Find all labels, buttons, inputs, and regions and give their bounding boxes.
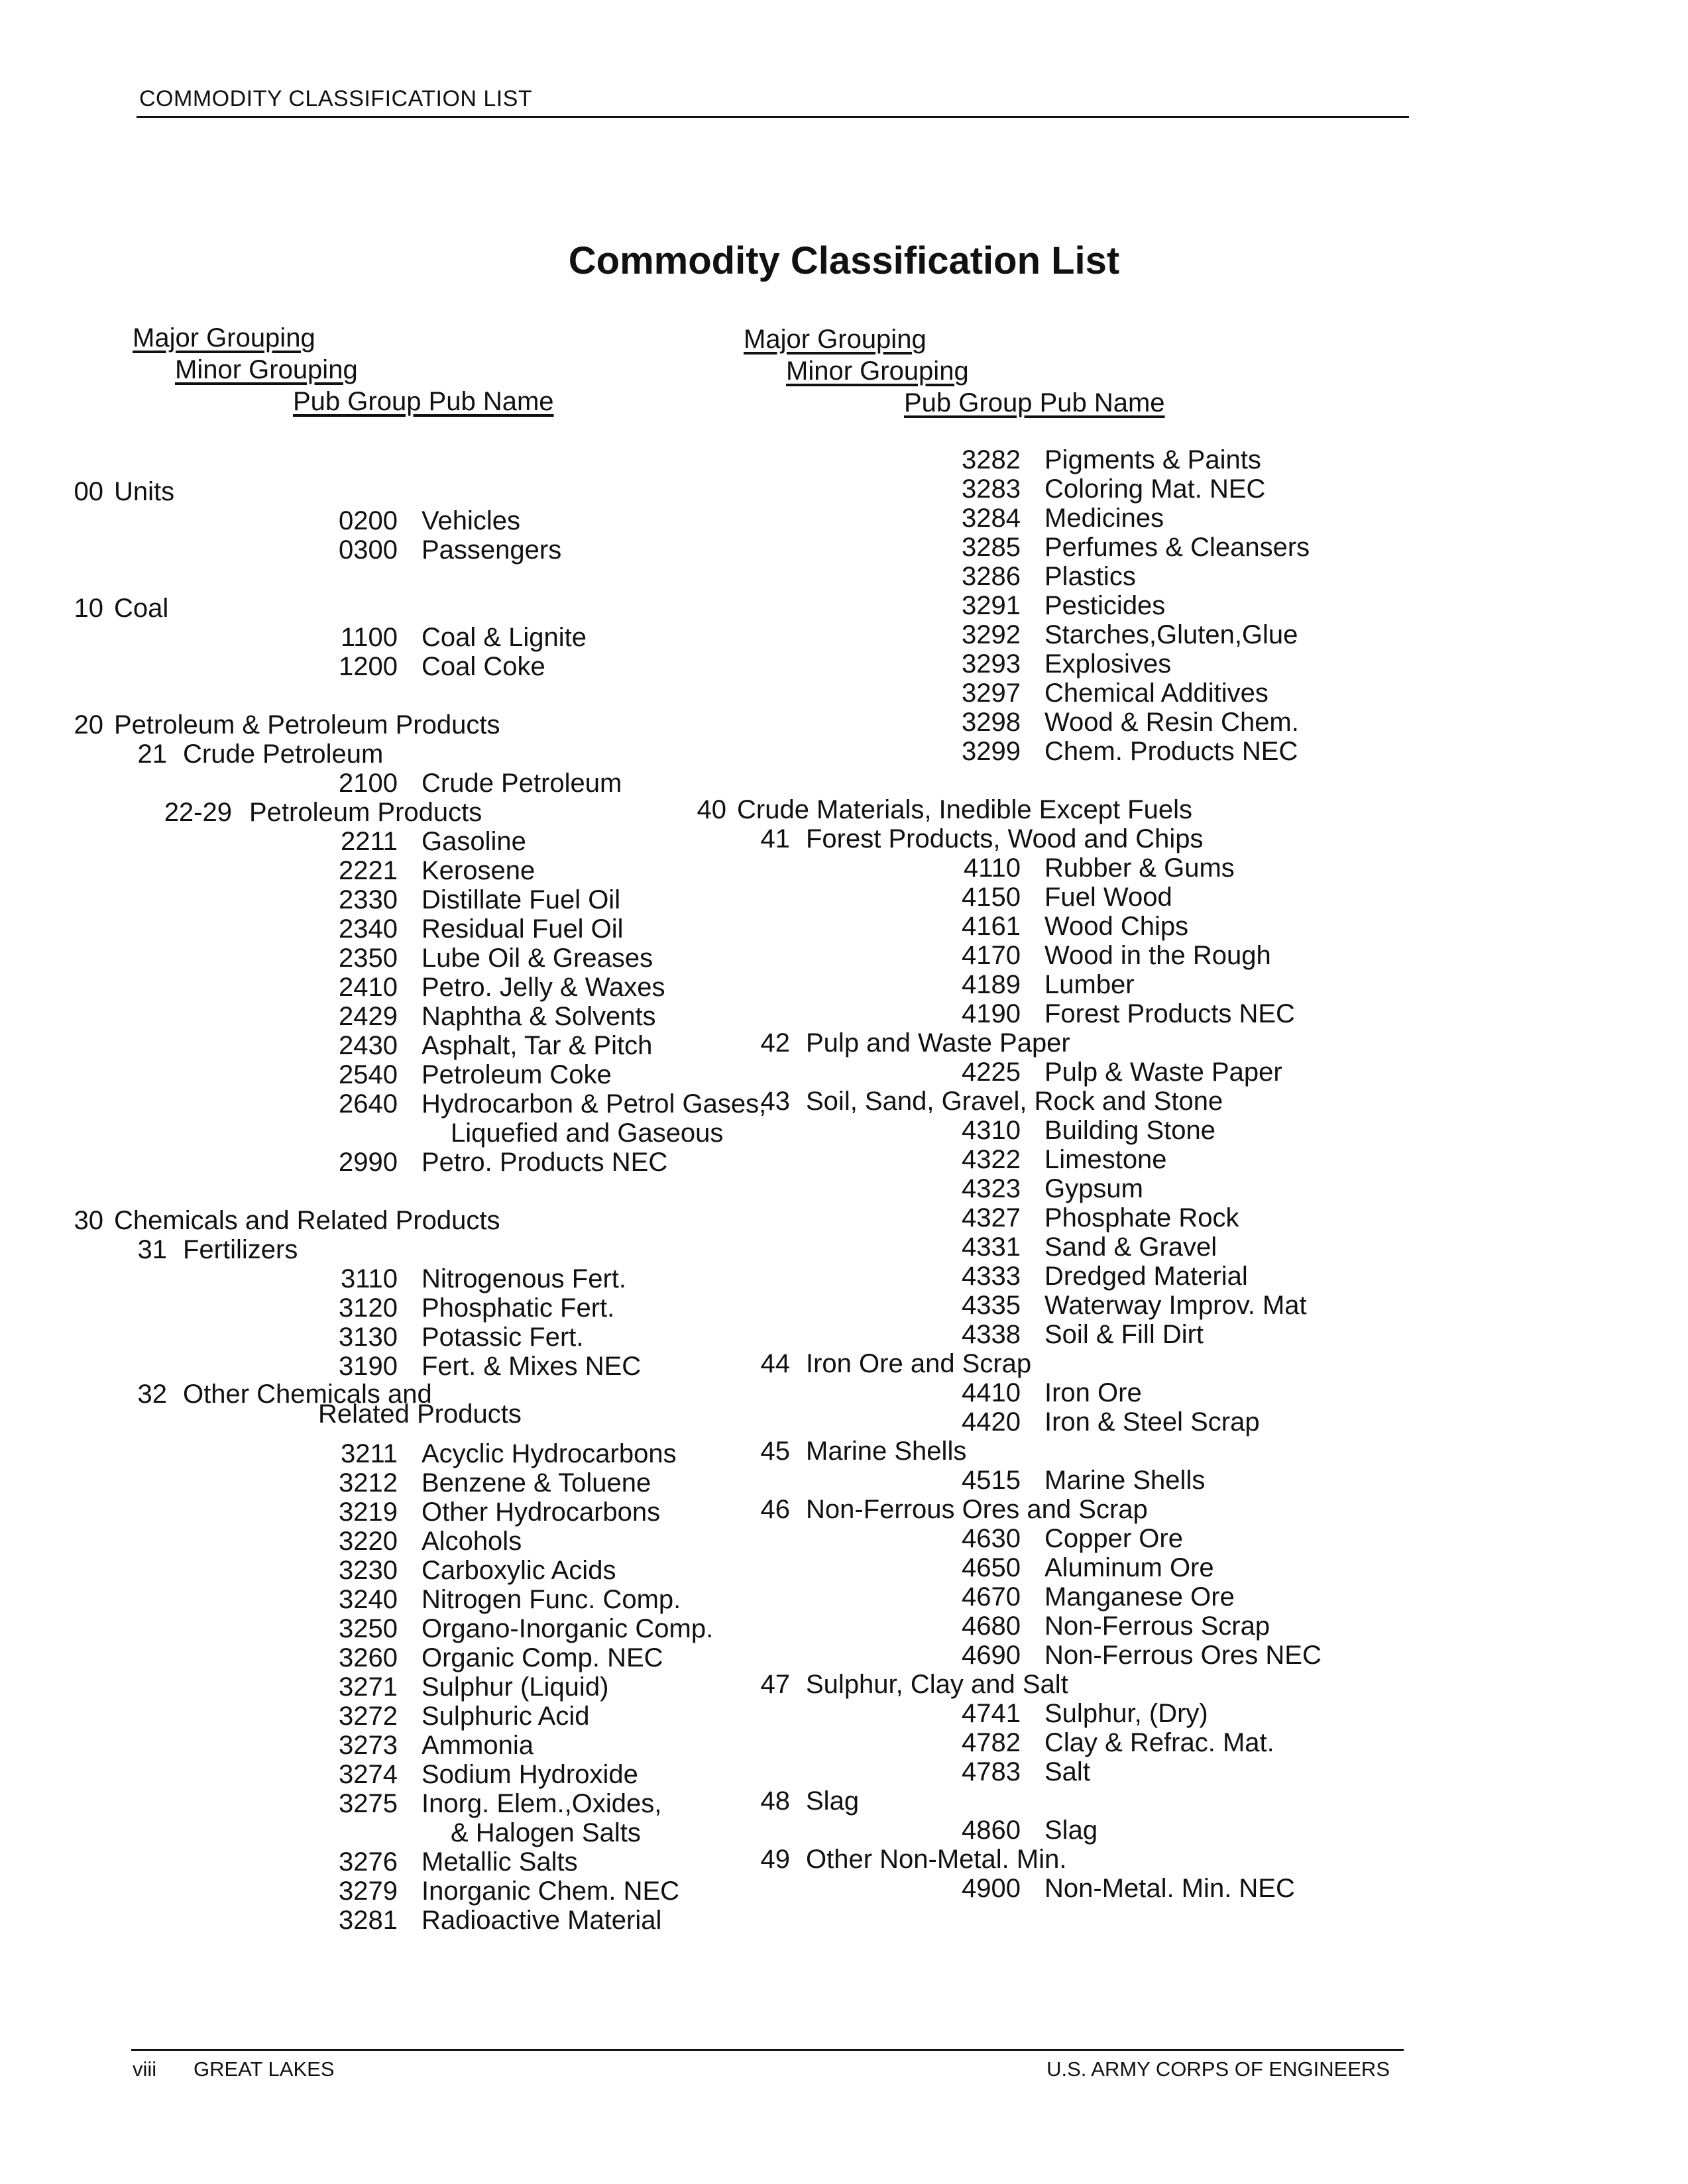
right-code: 3282 [962,445,1021,474]
right-code: 49 [760,1845,790,1874]
left-name: Vehicles [422,506,520,535]
left-code: 21 [137,739,167,769]
left-code: 2340 [339,914,398,944]
right-name: Sulphur, (Dry) [1044,1699,1208,1728]
left-name: Sulphur (Liquid) [422,1672,609,1702]
right-name: Sand & Gravel [1044,1232,1217,1262]
right-code: 4310 [962,1116,1021,1145]
right-name: Explosives [1044,649,1172,679]
left-name: Petroleum Products [249,798,482,827]
right-code: 3286 [962,562,1021,591]
right-name: Non-Ferrous Ores and Scrap [806,1495,1148,1524]
left-code: 3275 [339,1789,398,1818]
left-name: Petroleum Coke [422,1060,612,1089]
right-name: Wood Chips [1044,912,1189,941]
left-code: 3272 [339,1702,398,1731]
left-name: Other Chemicals and [183,1380,432,1409]
right-pub-group-header: Pub Group Pub Name [904,388,1165,417]
left-code: 3281 [339,1906,398,1935]
right-code: 4170 [962,941,1021,970]
left-name: Crude Petroleum [422,769,622,798]
left-code: 2350 [339,944,398,973]
right-name: Slag [1044,1816,1098,1845]
left-code: 2990 [339,1148,398,1177]
left-name: Passengers [422,535,562,565]
right-name: Salt [1044,1757,1090,1786]
left-name: Petroleum & Petroleum Products [114,710,500,739]
right-code: 3292 [962,620,1021,649]
left-code: 3212 [339,1468,398,1498]
right-code: 3285 [962,533,1021,562]
left-code: 00 [74,477,103,506]
right-code: 4161 [962,912,1021,941]
left-name: Crude Petroleum [183,739,384,769]
right-code: 4189 [962,970,1021,999]
footer-page-number: viii [133,2057,157,2081]
right-name: Medicines [1044,504,1164,533]
right-code: 4741 [962,1699,1021,1728]
right-name: Soil & Fill Dirt [1044,1320,1204,1349]
right-name: Wood in the Rough [1044,941,1271,970]
right-name: Forest Products NEC [1044,999,1295,1028]
left-major-grouping-header: Major Grouping [133,323,315,353]
right-name: Starches,Gluten,Glue [1044,620,1298,649]
right-code: 4410 [962,1378,1021,1407]
right-name: Manganese Ore [1044,1582,1235,1611]
right-name: Iron & Steel Scrap [1044,1407,1260,1437]
left-name: Distillate Fuel Oil [422,885,621,914]
left-name: Chemicals and Related Products [114,1206,500,1235]
right-name: Marine Shells [806,1437,967,1466]
left-name: Coal [114,594,169,623]
left-name: Coal & Lignite [422,623,587,652]
right-code: 40 [697,795,726,824]
left-name: Benzene & Toluene [422,1468,651,1498]
left-name: Sulphuric Acid [422,1702,590,1731]
right-name: Clay & Refrac. Mat. [1044,1728,1274,1757]
right-name: Plastics [1044,562,1136,591]
right-name: Sulphur, Clay and Salt [806,1670,1068,1699]
right-code: 4150 [962,883,1021,912]
left-code: 3211 [340,1439,398,1468]
left-name: Liquefied and Gaseous [451,1119,724,1148]
left-name: Organo-Inorganic Comp. [422,1614,714,1643]
right-code: 4690 [962,1641,1021,1670]
right-code: 3293 [962,649,1021,679]
right-minor-grouping-header: Minor Grouping [786,356,969,386]
left-name: Petro. Products NEC [422,1148,668,1177]
left-name: Coal Coke [422,652,545,681]
left-name: Metallic Salts [422,1847,578,1877]
left-code: 0200 [339,506,398,535]
right-code: 42 [760,1028,790,1058]
left-name: Related Products [318,1399,522,1429]
left-name: Alcohols [422,1527,522,1556]
left-code: 20 [74,710,103,739]
left-name: Radioactive Material [422,1906,662,1935]
right-code: 48 [760,1786,790,1816]
right-code: 4110 [963,853,1021,883]
right-name: Pigments & Paints [1044,445,1261,474]
right-code: 3291 [962,591,1021,620]
footer-rule [131,2049,1404,2051]
right-name: Non-Ferrous Scrap [1044,1611,1270,1641]
right-code: 47 [760,1670,790,1699]
right-name: Marine Shells [1044,1466,1206,1495]
right-code: 4338 [962,1320,1021,1349]
right-name: Other Non-Metal. Min. [806,1845,1067,1874]
right-code: 3299 [962,737,1021,766]
left-name: Other Hydrocarbons [422,1498,661,1527]
right-name: Limestone [1044,1145,1167,1174]
left-minor-grouping-header: Minor Grouping [175,355,358,384]
left-name: Residual Fuel Oil [422,914,624,944]
right-code: 41 [760,824,790,853]
right-name: Aluminum Ore [1044,1553,1214,1582]
footer-agency: U.S. ARMY CORPS OF ENGINEERS [1046,2057,1390,2081]
left-code: 3274 [339,1760,398,1789]
right-name: Pulp & Waste Paper [1044,1058,1282,1087]
right-name: Lumber [1044,970,1135,999]
right-name: Waterway Improv. Mat [1044,1291,1307,1320]
right-name: Coloring Mat. NEC [1044,474,1266,504]
left-code: 3219 [339,1498,398,1527]
right-code: 4630 [962,1524,1021,1553]
left-name: Ammonia [422,1731,534,1760]
left-code: 3120 [339,1293,398,1323]
left-code: 3260 [339,1643,398,1672]
left-code: 3240 [339,1585,398,1614]
right-name: Perfumes & Cleansers [1044,533,1310,562]
left-name: Nitrogenous Fert. [422,1264,627,1293]
right-name: Crude Materials, Inedible Except Fuels [737,795,1192,824]
right-code: 46 [760,1495,790,1524]
left-name: Gasoline [422,827,526,856]
left-name: & Halogen Salts [451,1818,641,1847]
left-name: Inorg. Elem.,Oxides, [422,1789,662,1818]
left-name: Sodium Hydroxide [422,1760,638,1789]
left-code: 22-29 [164,798,232,827]
left-code: 3230 [339,1556,398,1585]
right-code: 44 [760,1349,790,1378]
right-code: 4680 [962,1611,1021,1641]
left-name: Petro. Jelly & Waxes [422,973,665,1002]
left-code: 31 [137,1235,167,1264]
right-code: 43 [760,1087,790,1116]
left-code: 30 [74,1206,103,1235]
right-code: 4335 [962,1291,1021,1320]
right-name: Building Stone [1044,1116,1215,1145]
right-name: Pulp and Waste Paper [806,1028,1070,1058]
left-code: 2211 [340,827,398,856]
right-code: 4860 [962,1816,1021,1845]
right-code: 3298 [962,708,1021,737]
right-name: Wood & Resin Chem. [1044,708,1299,737]
right-code: 3297 [962,679,1021,708]
left-name: Carboxylic Acids [422,1556,616,1585]
right-name: Forest Products, Wood and Chips [806,824,1204,853]
right-code: 4783 [962,1757,1021,1786]
left-name: Organic Comp. NEC [422,1643,663,1672]
left-name: Phosphatic Fert. [422,1293,615,1323]
left-name: Nitrogen Func. Comp. [422,1585,681,1614]
left-code: 3130 [339,1323,398,1352]
right-code: 4327 [962,1203,1021,1232]
right-name: Rubber & Gums [1044,853,1235,883]
left-code: 3271 [339,1672,398,1702]
right-name: Gypsum [1044,1174,1143,1203]
right-code: 4650 [962,1553,1021,1582]
right-name: Non-Ferrous Ores NEC [1044,1641,1322,1670]
left-name: Lube Oil & Greases [422,944,653,973]
right-name: Chem. Products NEC [1044,737,1298,766]
left-code: 3279 [339,1877,398,1906]
right-name: Pesticides [1044,591,1166,620]
left-code: 3276 [339,1847,398,1877]
right-name: Iron Ore and Scrap [806,1349,1032,1378]
right-code: 4515 [962,1466,1021,1495]
left-name: Kerosene [422,856,535,885]
right-name: Slag [806,1786,860,1816]
right-code: 4190 [962,999,1021,1028]
left-name: Potassic Fert. [422,1323,584,1352]
left-code: 2410 [339,973,398,1002]
left-name: Naphtha & Solvents [422,1002,656,1031]
left-name: Fertilizers [183,1235,298,1264]
left-code: 2540 [339,1060,398,1089]
right-name: Phosphate Rock [1044,1203,1239,1232]
left-code: 3273 [339,1731,398,1760]
right-code: 4782 [962,1728,1021,1757]
right-code: 4333 [962,1262,1021,1291]
right-name: Dredged Material [1044,1262,1248,1291]
page-title: Commodity Classification List [568,239,1120,282]
right-code: 3284 [962,504,1021,533]
right-code: 4420 [962,1407,1021,1437]
left-code: 1100 [340,623,398,652]
left-name: Hydrocarbon & Petrol Gases, [422,1089,767,1119]
right-name: Non-Metal. Min. NEC [1044,1874,1295,1903]
left-code: 2640 [339,1089,398,1119]
left-name: Asphalt, Tar & Pitch [422,1031,653,1060]
header-rule [137,116,1409,118]
right-code: 45 [760,1437,790,1466]
left-code: 2430 [339,1031,398,1060]
left-code: 2330 [339,885,398,914]
left-code: 2100 [339,769,398,798]
left-name: Units [114,477,175,506]
right-code: 4225 [962,1058,1021,1087]
right-code: 4323 [962,1174,1021,1203]
right-code: 4331 [962,1232,1021,1262]
right-code: 3283 [962,474,1021,504]
left-code: 2429 [339,1002,398,1031]
right-name: Iron Ore [1044,1378,1142,1407]
left-name: Acyclic Hydrocarbons [422,1439,677,1468]
left-code: 1200 [339,652,398,681]
left-code: 0300 [339,535,398,565]
right-name: Copper Ore [1044,1524,1183,1553]
right-code: 4670 [962,1582,1021,1611]
right-name: Chemical Additives [1044,679,1268,708]
left-code: 3250 [339,1614,398,1643]
right-name: Soil, Sand, Gravel, Rock and Stone [806,1087,1223,1116]
left-name: Fert. & Mixes NEC [422,1352,642,1381]
left-code: 3190 [339,1352,398,1381]
left-code: 2221 [339,856,398,885]
right-code: 4900 [962,1874,1021,1903]
running-head: COMMODITY CLASSIFICATION LIST [139,86,533,111]
right-code: 4322 [962,1145,1021,1174]
left-code: 32 [137,1380,167,1409]
right-major-grouping-header: Major Grouping [744,325,927,354]
footer-region: GREAT LAKES [194,2057,335,2081]
left-pub-group-header: Pub Group Pub Name [293,387,554,416]
left-code: 3110 [340,1264,398,1293]
right-name: Fuel Wood [1044,883,1172,912]
left-code: 3220 [339,1527,398,1556]
left-name: Inorganic Chem. NEC [422,1877,680,1906]
left-code: 10 [74,594,103,623]
